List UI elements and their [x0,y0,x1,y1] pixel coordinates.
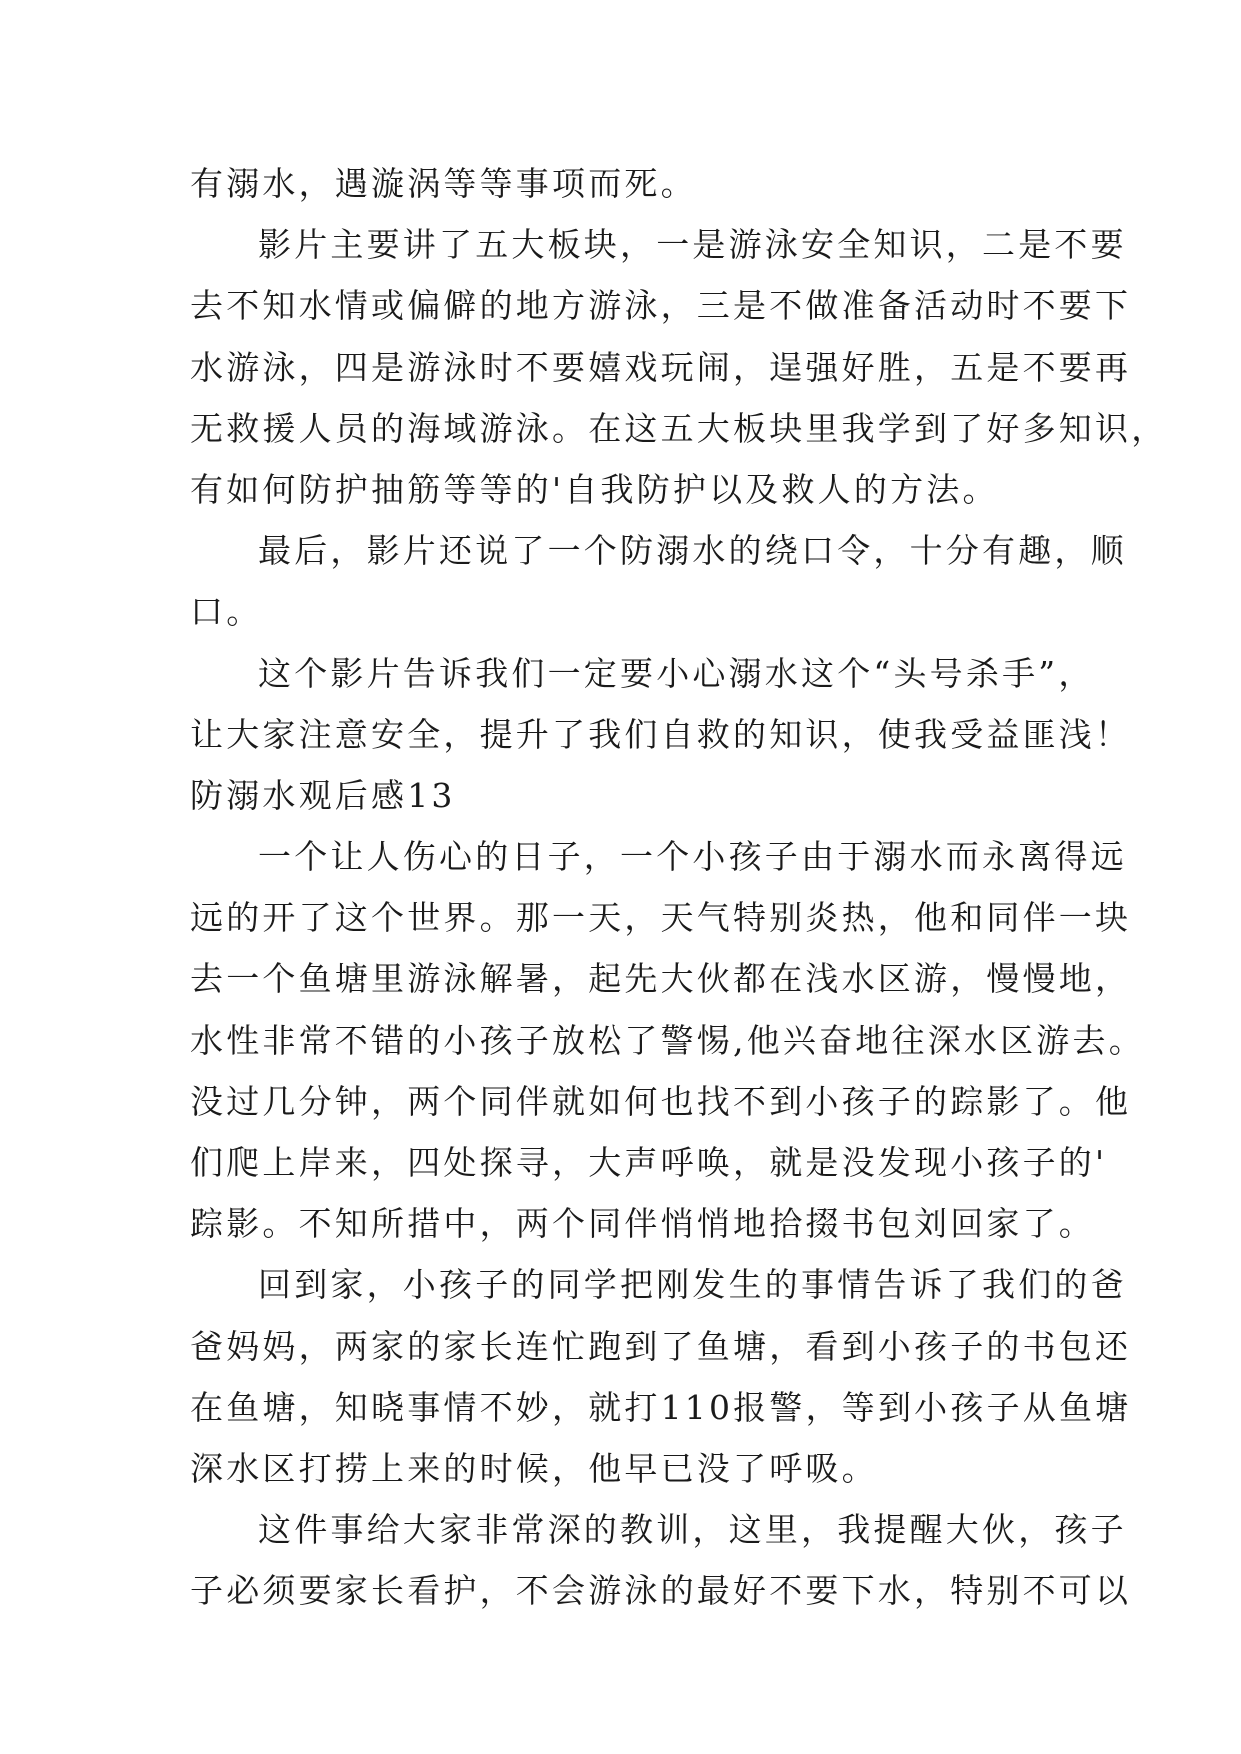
document-body [190,153,1168,1622]
text-line: 远的开了这个世界。那一天，天气特别炎热，他和同伴一块 [190,898,1132,938]
text-line: 水游泳，四是游泳时不要嬉戏玩闹，逞强好胜，五是不要再 [190,347,1132,387]
text-line: 这件事给大家非常深的教训，这里，我提醒大伙，孩子 [258,1510,1127,1550]
text-line: 没过几分钟，两个同伴就如何也找不到小孩子的踪影了。他 [190,1081,1132,1121]
text-line: 回到家，小孩子的同学把刚发生的事情告诉了我们的爸 [258,1265,1127,1305]
text-line: 去一个鱼塘里游泳解暑，起先大伙都在浅水区游，慢慢地， [190,959,1132,999]
text-line: 爸妈妈，两家的家长连忙跑到了鱼塘，看到小孩子的书包还 [190,1326,1132,1366]
text-line: 们爬上岸来，四处探寻，大声呼唤，就是没发现小孩子的' [190,1143,1108,1182]
text-line: 有溺水，遇漩涡等等事项而死。 [190,164,697,203]
text-line: 口。 [190,592,263,632]
text-line: 踪影。不知所措中，两个同伴悄悄地拾掇书包刘回家了。 [190,1204,1095,1244]
text-line: 最后，影片还说了一个防溺水的绕口令，十分有趣，顺 [258,531,1127,571]
text-line: 水性非常不错的小孩子放松了警惕,他兴奋地往深水区游去。 [190,1020,1145,1060]
text-line: 影片主要讲了五大板块，一是游泳安全知识，二是不要 [258,225,1127,265]
text-line: 有如何防护抽筋等等的'自我防护以及救人的方法。 [190,469,999,509]
text-line: 这个影片告诉我们一定要小心溺水这个“头号杀手”， [258,653,1095,693]
text-line: 无救援人员的海域游泳。在这五大板块里我学到了好多知识， [190,408,1168,448]
text-line: 在鱼塘，知晓事情不妙，就打110报警，等到小孩子从鱼塘 [190,1387,1132,1427]
text-line: 子必须要家长看护，不会游泳的最好不要下水，特别不可以 [190,1571,1132,1611]
text-line: 防溺水观后感13 [190,775,456,815]
text-line: 去不知水情或偏僻的地方游泳，三是不做准备活动时不要下 [190,286,1132,326]
text-line: 深水区打捞上来的时候，他早已没了呼吸。 [190,1448,878,1488]
text-line: 让大家注意安全，提升了我们自救的知识，使我受益匪浅！ [190,714,1132,754]
text-line: 一个让人伤心的日子，一个小孩子由于溺水而永离得远 [258,837,1127,877]
